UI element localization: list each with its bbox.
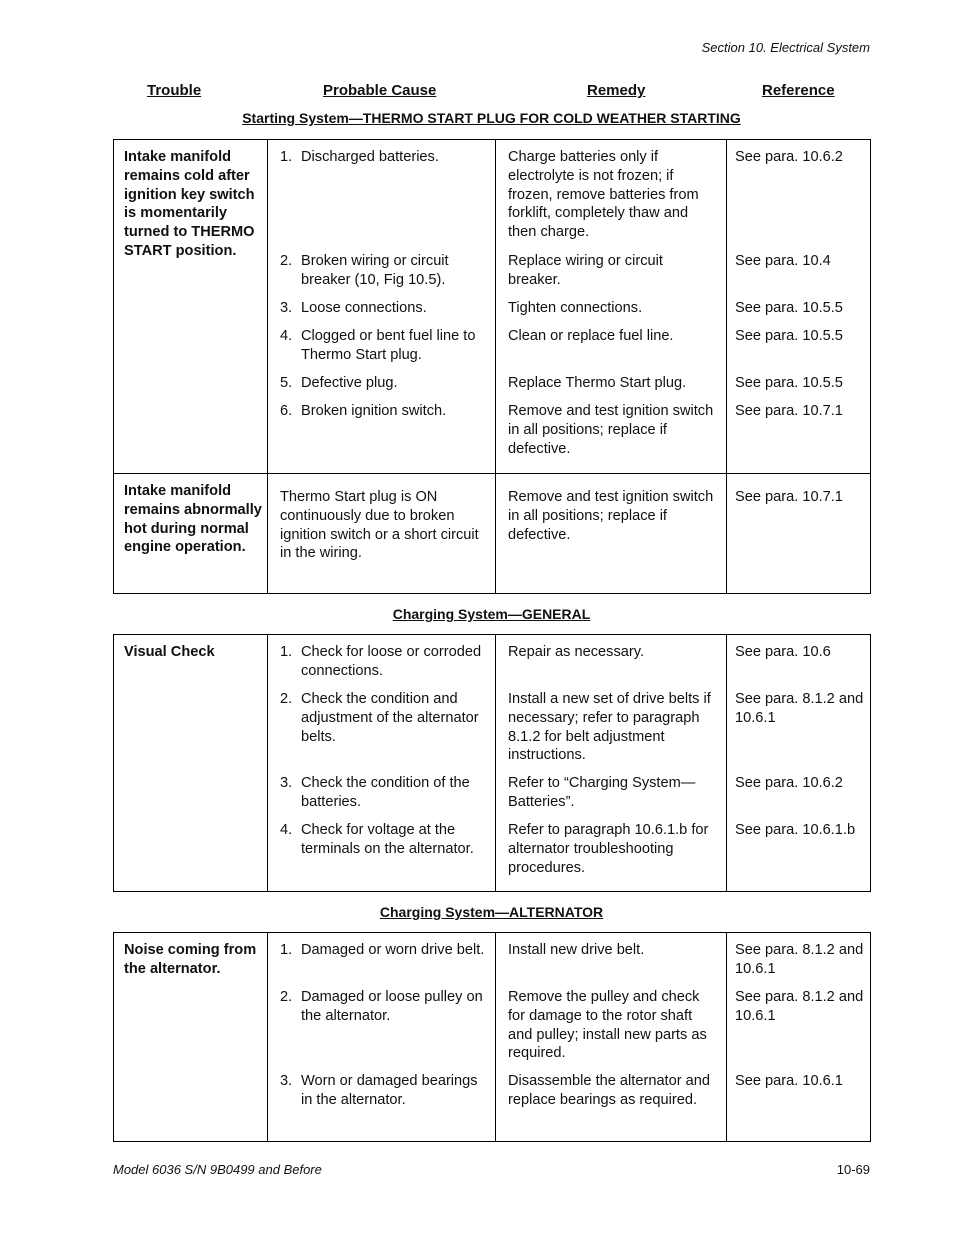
item-number: 1. [280, 942, 293, 958]
cause-text: Broken wiring or circuit breaker (10, Fig 10.5). [301, 253, 449, 288]
cause-text: Check the condition of the batteries. [301, 775, 470, 810]
reference-text: See para. 10.7.1 [735, 489, 843, 505]
probable-cause-cell [268, 933, 496, 1142]
remedy-text: Refer to paragraph 10.6.1.b for alternator troubleshooting procedures. [508, 822, 709, 876]
running-header: Section 10. Electrical System [701, 40, 870, 55]
charging-alternator-table [113, 932, 871, 1142]
column-header-reference: Reference [762, 82, 835, 99]
reference-text: See para. 10.7.1 [735, 403, 843, 419]
cause-item [268, 488, 495, 563]
reference-cell [727, 933, 871, 1142]
cause-text: Damaged or worn drive belt. [301, 942, 485, 958]
cause-text: Check for loose or corroded connections. [301, 644, 482, 679]
probable-cause-cell [268, 474, 496, 594]
column-header-trouble: Trouble [147, 82, 202, 99]
remedy-text: Remove and test ignition switch in all positions; replace if defective. [508, 489, 714, 543]
column-header-remedy: Remedy [587, 82, 646, 99]
remedy-text: Tighten connections. [508, 300, 643, 316]
item-number: 1. [280, 644, 293, 660]
starting-system-table [113, 139, 871, 594]
cause-text: Check the condition and adjustment of the alternator belts. [301, 691, 479, 745]
cause-text: Clogged or bent fuel line to Thermo Start plug. [301, 328, 476, 363]
remedy-text: Repair as necessary. [508, 644, 644, 660]
cause-text: Check for voltage at the terminals on the alternator. [301, 822, 474, 857]
cause-item [268, 252, 495, 299]
remedy-text: Refer to “Charging System—Batteries”. [508, 775, 696, 810]
reference-text: See para. 8.1.2 and 10.6.1 [735, 942, 864, 977]
cause-item [268, 374, 495, 402]
cause-text: Discharged batteries. [301, 149, 439, 165]
cause-text: Worn or damaged bearings in the alternator. [301, 1073, 478, 1108]
item-number: 2. [280, 253, 293, 269]
reference-text: See para. 8.1.2 and 10.6.1 [735, 989, 864, 1024]
remedy-text: Clean or replace fuel line. [508, 328, 674, 344]
reference-text: See para. 10.6.1.b [735, 822, 856, 838]
reference-text: See para. 10.6 [735, 644, 831, 660]
remedy-cell [496, 933, 727, 1142]
cause-item [268, 941, 495, 988]
cause-item [268, 821, 495, 859]
remedy-cell [496, 635, 727, 892]
remedy-text: Remove the pulley and check for damage to the rotor shaft and pulley; install new parts as required. [508, 989, 707, 1062]
cause-text: Damaged or loose pulley on the alternator. [301, 989, 483, 1024]
cause-item [268, 402, 495, 421]
reference-cell [727, 635, 871, 892]
remedy-cell [496, 474, 727, 594]
item-number: 2. [280, 989, 293, 1005]
reference-text: See para. 10.4 [735, 253, 831, 269]
section-title-charging-alternator: Charging System—ALTERNATOR [379, 904, 604, 920]
item-number: 5. [280, 375, 293, 391]
footer-page-number: 10-69 [836, 1162, 870, 1177]
trouble-row [114, 474, 871, 594]
cause-item [268, 299, 495, 327]
reference-text: See para. 10.6.2 [735, 149, 843, 165]
reference-text: See para. 8.1.2 and 10.6.1 [735, 691, 864, 726]
cause-item [268, 690, 495, 774]
cause-item [268, 148, 495, 252]
remedy-text: Install a new set of drive belts if necessary; refer to paragraph 8.1.2 for belt adjustment instructions. [508, 691, 711, 764]
remedy-text: Charge batteries only if electrolyte is not frozen; if frozen, remove batteries from forklift, completely thaw and then charge. [508, 149, 699, 241]
trouble-row [114, 933, 871, 1142]
cause-item [268, 988, 495, 1072]
item-number: 3. [280, 1073, 293, 1089]
section-title-starting-system: Starting System—THERMO START PLUG FOR COLD WEATHER STARTING [242, 110, 741, 126]
reference-cell [727, 140, 871, 474]
section-title-charging-general: Charging System—GENERAL [392, 606, 591, 622]
reference-text: See para. 10.5.5 [735, 300, 843, 316]
trouble-cell: Visual Check [114, 635, 268, 892]
reference-text: See para. 10.5.5 [735, 328, 843, 344]
cause-text: Thermo Start plug is ON continuously due to broken ignition switch or a short circuit in the wiring. [280, 489, 479, 562]
item-number: 4. [280, 822, 293, 838]
trouble-row [114, 140, 871, 474]
trouble-cell: Intake manifold remains cold after ignition key switch is momentarily turned to THERMO START position. [114, 140, 268, 474]
remedy-text: Replace Thermo Start plug. [508, 375, 687, 391]
item-number: 1. [280, 149, 293, 165]
item-number: 4. [280, 328, 293, 344]
probable-cause-cell [268, 635, 496, 892]
item-number: 6. [280, 403, 293, 419]
item-number: 2. [280, 691, 293, 707]
reference-text: See para. 10.6.1 [735, 1073, 843, 1089]
remedy-text: Disassemble the alternator and replace bearings as required. [508, 1073, 710, 1108]
cause-text: Defective plug. [301, 375, 398, 391]
item-number: 3. [280, 300, 293, 316]
cause-text: Loose connections. [301, 300, 427, 316]
probable-cause-cell [268, 140, 496, 474]
trouble-cell: Intake manifold remains abnormally hot during normal engine operation. [114, 474, 268, 594]
trouble-row [114, 635, 871, 892]
cause-text: Broken ignition switch. [301, 403, 447, 419]
remedy-text: Install new drive belt. [508, 942, 645, 958]
trouble-cell: Noise coming from the alternator. [114, 933, 268, 1142]
remedy-text: Remove and test ignition switch in all positions; replace if defective. [508, 403, 714, 457]
cause-item [268, 1072, 495, 1110]
reference-cell [727, 474, 871, 594]
cause-item [268, 327, 495, 374]
reference-text: See para. 10.5.5 [735, 375, 843, 391]
reference-text: See para. 10.6.2 [735, 775, 843, 791]
cause-item [268, 643, 495, 690]
charging-general-table [113, 634, 871, 892]
column-header-probable-cause: Probable Cause [323, 82, 437, 99]
cause-item [268, 774, 495, 821]
remedy-cell [496, 140, 727, 474]
remedy-text: Replace wiring or circuit breaker. [508, 253, 663, 288]
item-number: 3. [280, 775, 293, 791]
footer-model: Model 6036 S/N 9B0499 and Before [113, 1162, 322, 1177]
